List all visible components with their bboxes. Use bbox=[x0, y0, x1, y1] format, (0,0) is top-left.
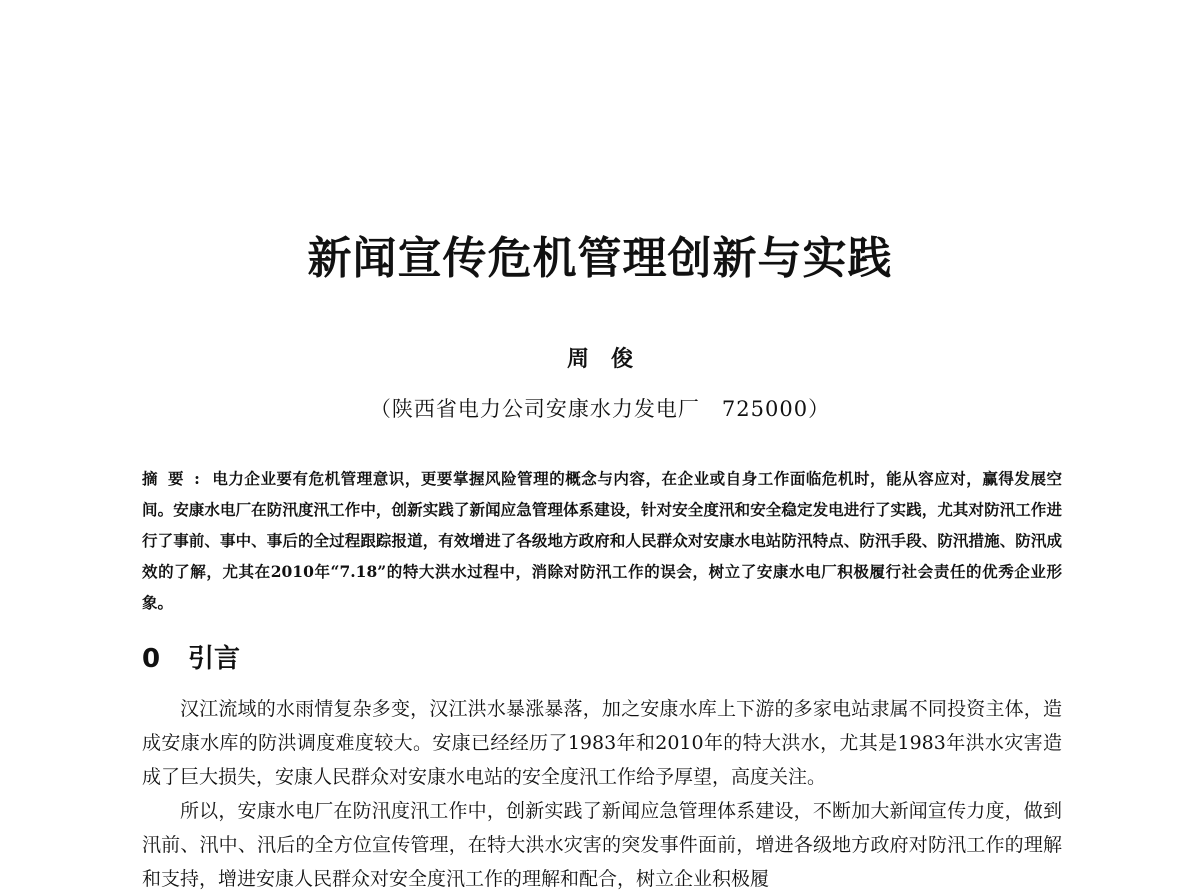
section-number: 0 bbox=[142, 644, 161, 674]
author-name: 周俊 bbox=[566, 346, 655, 372]
section-heading bbox=[142, 638, 240, 675]
paper-title: 新闻宣传危机管理创新与实践 bbox=[307, 233, 893, 284]
author-affiliation: （陕西省电力公司安康水力发电厂 725000） bbox=[369, 397, 831, 421]
paragraph: 所以，安康水电厂在防汛度汛工作中，创新实践了新闻应急管理体系建设，不断加大新闻宣传力度，做到汛前、汛中、汛后的全方位宣传管理，在特大洪水灾害的突发事件面前，增进各级地方政府对防汛工作的理解和支持，增进安康人民群众对安全度汛工作的理解和配合，树立企业积极履 bbox=[142, 800, 1062, 890]
abstract-text: 电力企业要有危机管理意识，更要掌握风险管理的概念与内容，在企业或自身工作面临危机时，能从容应对，赢得发展空间。安康水电厂在防汛度汛工作中，创新实践了新闻应急管理体系建设，针对安全度汛和安全稳定发电进行了实践，尤其对防汛工作进行了事前、事中、事后的全过程跟踪报道，有效增进了各级地方政府和人民群众对安康水电站防汛特点、防汛手段、防汛措施、防汛成效的了解，尤其在2010年“7.18”的特大洪水过程中，消除对防汛工作的误会，树立了安康水电厂积极履行社会责任的优秀企业形象。 bbox=[142, 469, 1062, 612]
paragraph: 汉江流域的水雨情复杂多变，汉江洪水暴涨暴落，加之安康水库上下游的多家电站隶属不同投资主体，造成安康水库的防洪调度难度较大。安康已经经历了1983年和2010年的特大洪水，尤其是1983年洪水灾害造成了巨大损失，安康人民群众对安康水电站的安全度汛工作给予厚望，高度关注。 bbox=[142, 698, 1062, 788]
body-text bbox=[142, 692, 1062, 896]
abstract bbox=[142, 463, 1062, 618]
section-title: 引言 bbox=[188, 644, 241, 674]
abstract-label: 摘要: bbox=[142, 469, 210, 488]
